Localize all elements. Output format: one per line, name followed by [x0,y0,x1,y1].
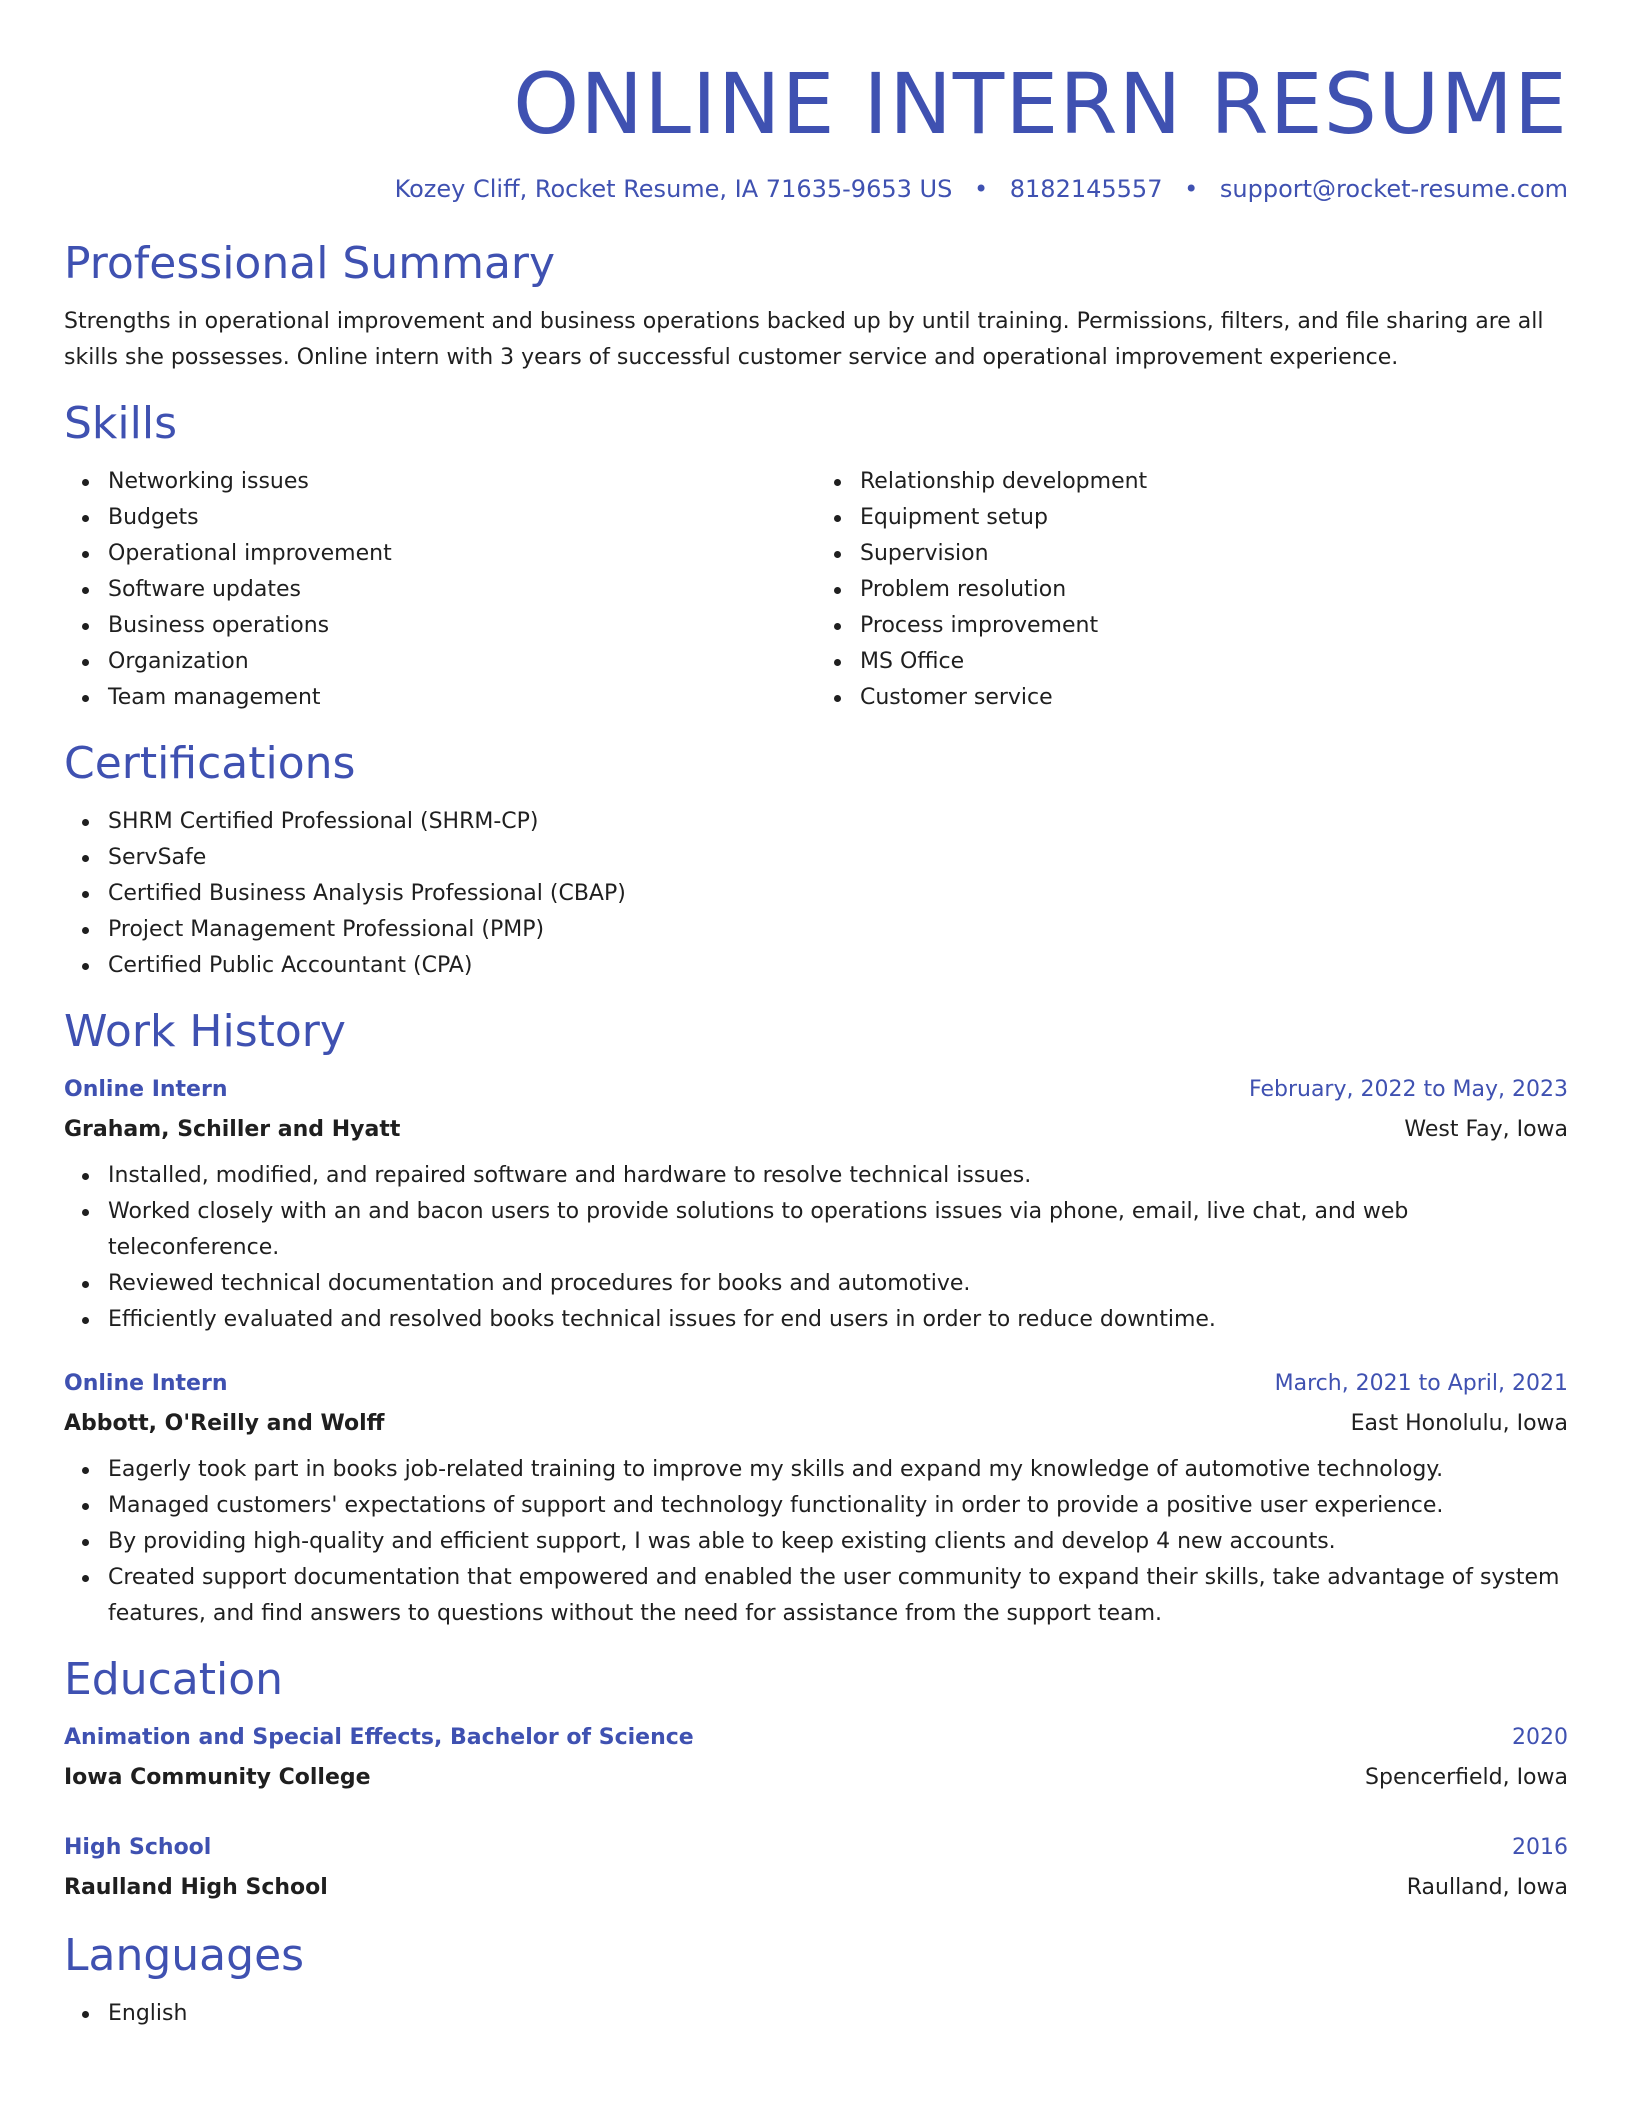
certification-item: Project Management Professional (PMP) [108,912,1568,948]
skill-item: Networking issues [108,464,816,500]
education-year: 2016 [1512,1835,1568,1860]
skill-item: Problem resolution [860,572,1568,608]
skill-item: Relationship development [860,464,1568,500]
skills-heading: Skills [64,398,178,449]
job-role: Online Intern [64,1371,228,1396]
job-company: Abbott, O'Reilly and Wolff [64,1411,385,1436]
contact-separator: • [973,175,989,203]
education-location: Raulland, Iowa [1406,1875,1568,1900]
skill-item: Supervision [860,536,1568,572]
skill-item: Software updates [108,572,816,608]
job-bullet: Created support documentation that empowered and enabled the user community to expand their skills, take advantage of system features, and find answers to questions without the need for assistance from the support team. [108,1560,1568,1632]
work-history-heading: Work History [64,1006,346,1057]
contact-line [64,172,1568,206]
education-degree: Animation and Special Effects, Bachelor of Science [64,1725,694,1750]
skills-column-right [816,464,1568,716]
job-company: Graham, Schiller and Hyatt [64,1117,401,1142]
job-company-row [64,1110,1568,1150]
contact-separator: • [1184,175,1199,203]
certification-item: SHRM Certified Professional (SHRM-CP) [108,804,1568,840]
contact-email: support@rocket-resume.com [1219,175,1568,203]
education-degree-row [64,1718,1568,1758]
contact-phone: 8182145557 [1009,175,1163,203]
education-degree: High School [64,1835,212,1860]
job-location: East Honolulu, Iowa [1350,1411,1568,1436]
certification-item: ServSafe [108,840,1568,876]
job-bullet: Installed, modified, and repaired software and hardware to resolve technical issues. [108,1158,1568,1194]
education-heading: Education [64,1654,284,1705]
education-location: Spencerfield, Iowa [1365,1765,1568,1790]
job-bullets [64,1158,1568,1338]
education-school-row [64,1758,1568,1798]
skill-item: MS Office [860,644,1568,680]
languages-heading: Languages [64,1930,305,1981]
resume-title: ONLINE INTERN RESUME [513,55,1568,153]
education-degree-row [64,1828,1568,1868]
job-dates: February, 2022 to May, 2023 [1249,1077,1568,1102]
education-school-row [64,1868,1568,1908]
skill-item: Team management [108,680,816,716]
job-title-row [64,1070,1568,1110]
job-bullet: Eagerly took part in books job-related training to improve my skills and expand my knowledge of automotive technology. [108,1452,1568,1488]
job-entry [64,1364,1568,1632]
job-bullet: Reviewed technical documentation and procedures for books and automotive. [108,1266,1568,1302]
job-location: West Fay, Iowa [1404,1117,1568,1142]
education-entry [64,1828,1568,1908]
skill-item: Operational improvement [108,536,816,572]
certification-item: Certified Public Accountant (CPA) [108,948,1568,984]
job-entry [64,1070,1568,1338]
skill-item: Organization [108,644,816,680]
job-company-row [64,1404,1568,1444]
languages-list [64,1996,1568,2032]
job-role: Online Intern [64,1077,228,1102]
education-year: 2020 [1512,1725,1568,1750]
job-bullet: Managed customers' expectations of support and technology functionality in order to provide a positive user experience. [108,1488,1568,1524]
job-bullet: By providing high-quality and efficient support, I was able to keep existing clients and develop 4 new accounts. [108,1524,1568,1560]
education-school: Raulland High School [64,1875,328,1900]
job-title-row [64,1364,1568,1404]
skill-item: Equipment setup [860,500,1568,536]
contact-address: Kozey Cliff, Rocket Resume, IA 71635-9653 US [394,175,953,203]
skills-grid [64,464,1568,716]
job-dates: March, 2021 to April, 2021 [1274,1371,1568,1396]
job-bullets [64,1452,1568,1632]
summary-heading: Professional Summary [64,238,556,289]
summary-text: Strengths in operational improvement and business operations backed up by until training. Permissions, filters, and file sharing are all skills she possesses. Online intern with 3 years of successful customer service and operational improvement experience. [64,309,1544,370]
certifications-heading: Certifications [64,738,356,789]
skills-column-left [64,464,816,716]
job-bullet: Worked closely with an and bacon users to provide solutions to operations issues via phone, email, live chat, and web teleconference. [108,1194,1568,1266]
education-school: Iowa Community College [64,1765,371,1790]
skill-item: Process improvement [860,608,1568,644]
certifications-list [64,804,1568,984]
language-item: English [108,1996,1568,2032]
skill-item: Budgets [108,500,816,536]
skill-item: Business operations [108,608,816,644]
certification-item: Certified Business Analysis Professional (CBAP) [108,876,1568,912]
education-entry [64,1718,1568,1798]
skill-item: Customer service [860,680,1568,716]
job-bullet: Efficiently evaluated and resolved books technical issues for end users in order to reduce downtime. [108,1302,1568,1338]
